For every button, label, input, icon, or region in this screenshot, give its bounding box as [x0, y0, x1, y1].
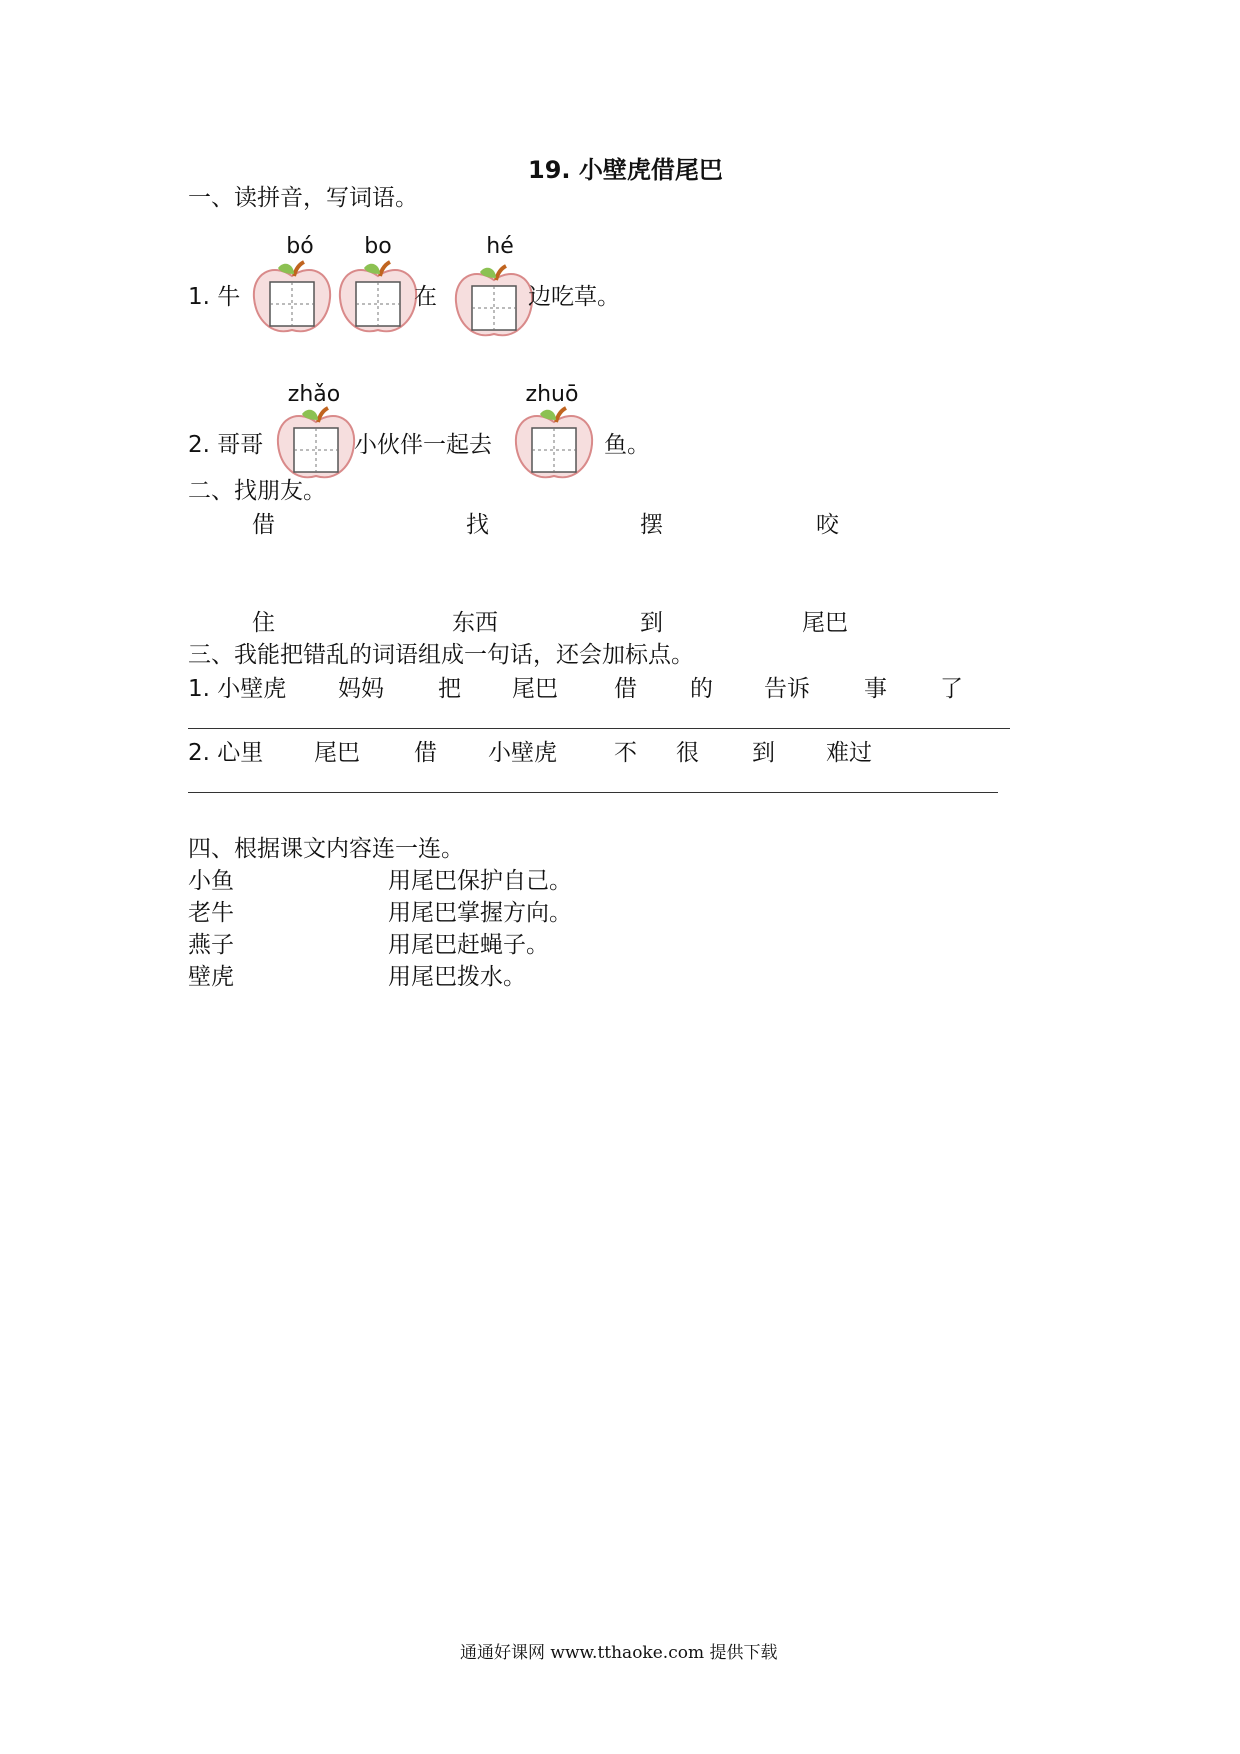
scrambled-word: 妈妈 [338, 676, 384, 702]
scrambled-word: 告诉 [764, 676, 810, 702]
scrambled-word: 很 [676, 740, 699, 766]
scrambled-word: 借 [414, 740, 437, 766]
pinyin-2: bo [364, 234, 392, 259]
apple-writing-box[interactable] [250, 258, 334, 336]
scrambled-word: 了 [940, 676, 963, 702]
apple-writing-box[interactable] [336, 258, 420, 336]
section4-heading: 四、根据课文内容连一连。 [188, 836, 464, 862]
animal-item[interactable]: 老牛 [188, 900, 234, 926]
match-word-bottom[interactable]: 东西 [452, 610, 498, 636]
scrambled-word: 到 [752, 740, 775, 766]
match-word-top[interactable]: 借 [252, 512, 275, 538]
scrambled-word: 1. 小壁虎 [188, 676, 287, 702]
scrambled-word: 难过 [826, 740, 872, 766]
item2-middle: 小伙伴一起去 [354, 432, 492, 458]
section1-heading: 一、读拼音，写词语。 [188, 185, 418, 211]
pinyin-5: zhuō [525, 382, 579, 407]
animal-item[interactable]: 壁虎 [188, 964, 234, 990]
animal-item[interactable]: 小鱼 [188, 868, 234, 894]
scrambled-word: 把 [438, 676, 461, 702]
match-word-bottom[interactable]: 尾巴 [802, 610, 848, 636]
match-word-bottom[interactable]: 住 [252, 610, 275, 636]
scrambled-word: 尾巴 [512, 676, 558, 702]
pinyin-4: zhǎo [287, 382, 341, 407]
match-word-top[interactable]: 找 [466, 512, 489, 538]
apple-writing-box[interactable] [452, 262, 536, 340]
page-footer: 通通好课网 www.tthaoke.com 提供下载 [460, 1643, 778, 1663]
scrambled-word: 的 [690, 676, 713, 702]
item1-middle: 在 [414, 284, 437, 310]
section2-heading: 二、找朋友。 [188, 478, 326, 504]
item1-prefix: 1. 牛 [188, 284, 241, 310]
pinyin-1: bó [286, 234, 314, 259]
scrambled-word: 不 [614, 740, 637, 766]
scrambled-word: 事 [864, 676, 887, 702]
page-title: 19. 小壁虎借尾巴 [528, 156, 723, 184]
tail-use-item[interactable]: 用尾巴掌握方向。 [388, 900, 572, 926]
tail-use-item[interactable]: 用尾巴保护自己。 [388, 868, 572, 894]
item1-suffix: 边吃草。 [528, 284, 620, 310]
apple-writing-box[interactable] [274, 404, 358, 482]
match-word-top[interactable]: 摆 [640, 512, 663, 538]
match-word-bottom[interactable]: 到 [640, 610, 663, 636]
scrambled-word: 2. 心里 [188, 740, 264, 766]
pinyin-3: hé [486, 234, 514, 259]
tail-use-item[interactable]: 用尾巴拨水。 [388, 964, 526, 990]
apple-writing-box[interactable] [512, 404, 596, 482]
scrambled-word: 借 [614, 676, 637, 702]
tail-use-item[interactable]: 用尾巴赶蝇子。 [388, 932, 549, 958]
section3-heading: 三、我能把错乱的词语组成一句话，还会加标点。 [188, 642, 694, 668]
answer-line[interactable] [188, 728, 1010, 729]
item2-prefix: 2. 哥哥 [188, 432, 264, 458]
match-word-top[interactable]: 咬 [816, 512, 839, 538]
animal-item[interactable]: 燕子 [188, 932, 234, 958]
scrambled-word: 尾巴 [314, 740, 360, 766]
item2-suffix: 鱼。 [604, 432, 650, 458]
answer-line[interactable] [188, 792, 998, 793]
scrambled-word: 小壁虎 [488, 740, 557, 766]
